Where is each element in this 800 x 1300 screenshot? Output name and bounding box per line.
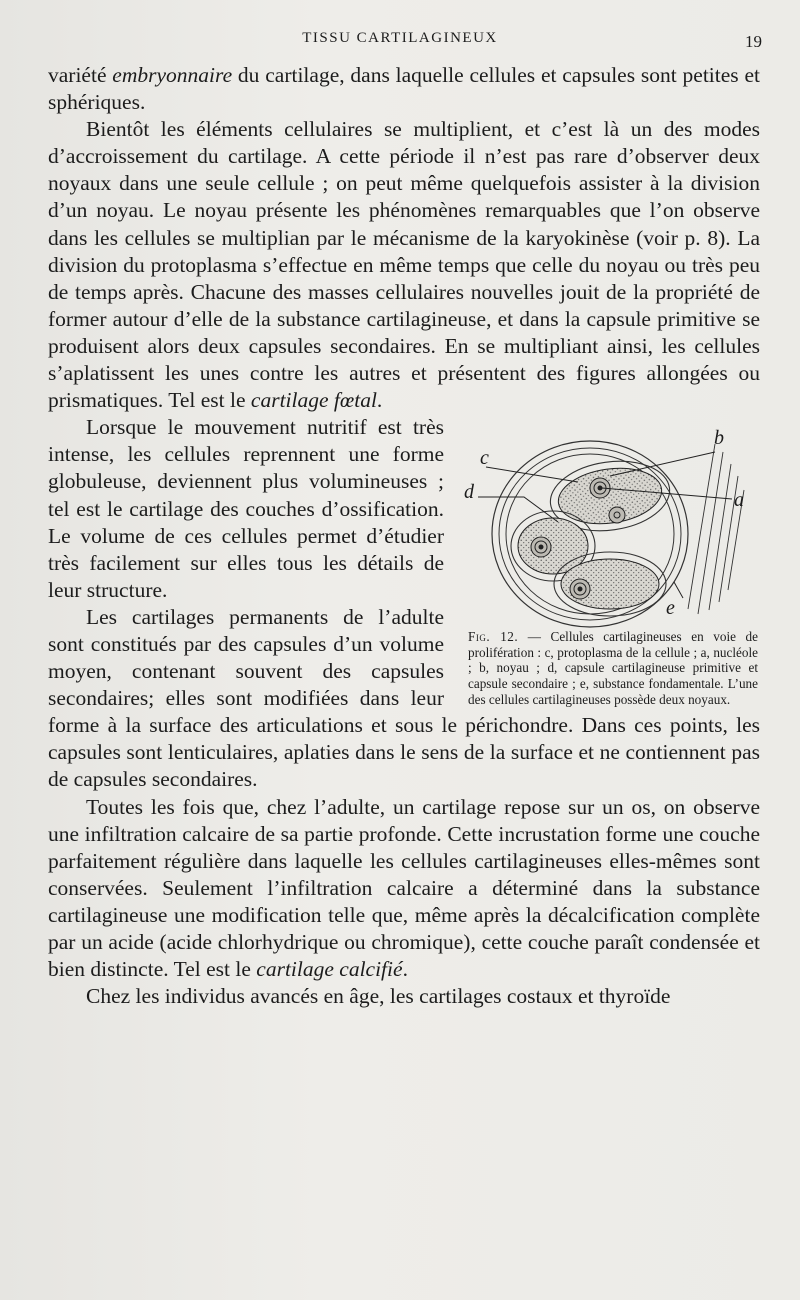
- label-e: e: [666, 597, 675, 620]
- figure-caption: [460, 629, 760, 707]
- fundamental-substance-striations: [688, 444, 744, 614]
- nucleolus-left: [539, 545, 544, 550]
- nucleolus-upper-1: [598, 486, 603, 491]
- term-embryonnaire: embryonnaire: [112, 63, 233, 87]
- label-c: c: [480, 447, 489, 470]
- paragraph-1-text-b: du cartilage, dans laquelle cellules et capsules sont petites et sphériques.: [48, 63, 760, 115]
- paragraph-5-text-b: .: [402, 957, 408, 982]
- paragraph-5: [48, 794, 760, 984]
- paragraph-1-text-a: variété: [48, 63, 113, 87]
- term-cartilage-foetal: cartilage fœtal: [250, 388, 377, 413]
- paragraph-4: Les cartilages permanents de l’adulte sont constitués par des capsules d’un volume moyen, contenant souvent des capsules secondaires; elles sont modifiées dans leur forme à la surface des articulations et sous le périchondre. Dans ces points, les capsules sont lenticulaires, aplaties dans le sens de la surface et ne contiennent pas de capsules secondaires.: [48, 604, 760, 792]
- paragraph-6: Chez les individus avancés en âge, les cartilages costaux et thyroïde: [86, 984, 671, 1009]
- paragraph-1: [48, 62, 760, 116]
- page-number: 19: [745, 32, 762, 51]
- paragraph-2: [48, 116, 760, 414]
- paragraph-2-text-b: .: [376, 388, 383, 413]
- body-text: [48, 62, 760, 1010]
- figure-caption-text: — Cellules cartilagineuses en voie de prolifération : c, protoplasma de la cellule ; a, nucléole ; b, noyau ; d, capsule cartilagineuse primitive et capsule secondaire ; e, substance fondamentale. L’une des cellules cartilagineuses possède deux noyaux.: [468, 629, 758, 707]
- term-cartilage-calcifie: cartilage calcifié: [256, 957, 403, 982]
- paragraph-3: Lorsque le mouvement nutritif est très intense, les cellules reprennent une forme globuleuse, deviennent plus volumineuses ; tel est le cartilage des couches d’ossification. Le volume de ces cellules permet d’étudier très facilement sur elles tous les détails de leur structure.: [48, 415, 444, 602]
- label-d: d: [464, 481, 474, 504]
- running-head: [0, 30, 800, 54]
- nucleus-upper-2: [609, 507, 625, 523]
- figure-12: [460, 414, 760, 707]
- label-b: b: [714, 427, 724, 450]
- label-a: a: [734, 489, 744, 512]
- cartilage-cells-illustration: [460, 414, 760, 629]
- paragraph-5-text-a: Toutes les fois que, chez l’adulte, un cartilage repose sur un os, on observe une infiltration calcaire de sa partie profonde. Cette incrustation forme une couche parfaitement régulière dans laquelle les cellules cartilagineuses elles-mêmes sont conservées. Seulement l’infiltration calcaire a déterminé dans la substance cartilagineuse une modification telle que, même après la décalcification complète par un acide (acide chlorhydrique ou chromique), cette couche paraît condensée et bien distincte. Tel est le: [48, 794, 760, 982]
- figure-caption-label: Fig. 12.: [468, 629, 519, 645]
- paragraph-2-text-a: Bientôt les éléments cellulaires se multiplient, et c’est là un des modes d’accroissement du cartilage. A cette période il n’est pas rare d’observer deux noyaux dans une seule cellule ; on peut même quelquefois assister à la division d’un noyau. Le noyau présente les phénomènes remarquables que l’on observe dans les cellules se multiplian par le mécanisme de la karyokinèse (voir p. 8). La division du protoplasma s’effectue en même temps que celle du noyau ou très peu de temps après. Chacune des masses cellulaires nouvelles jouit de la propriété de former autour d’elle de la substance cartilagineuse, et dans la capsule primitive se produisent alors deux capsules secondaires. En se multipliant ainsi, les cellules s’aplatissent les unes contre les autres et présentent des figures allongées ou prismatiques. Tel est le: [48, 117, 760, 413]
- running-title: TISSU CARTILAGINEUX: [302, 30, 498, 46]
- nucleolus-right: [578, 587, 583, 592]
